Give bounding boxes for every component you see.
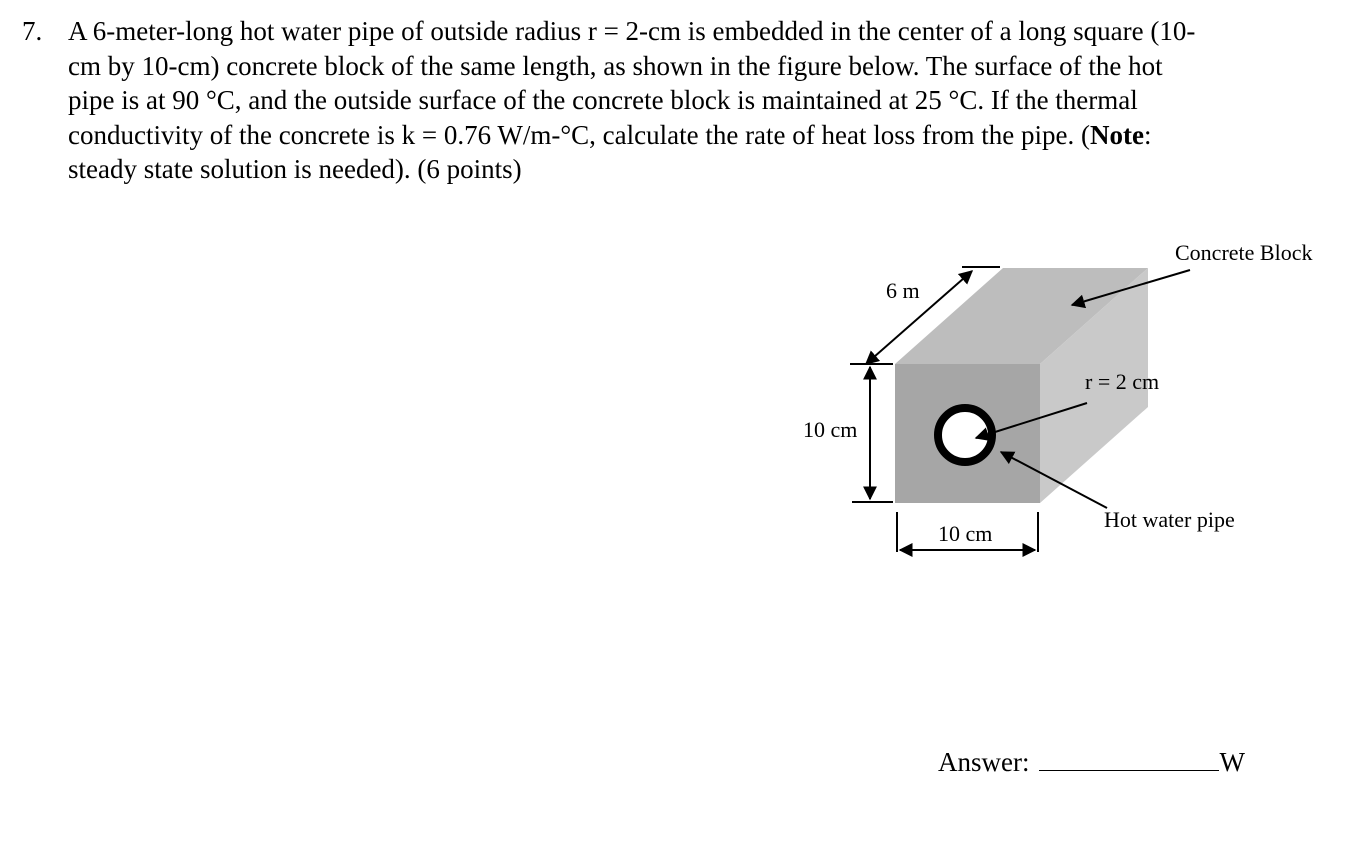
note-label: Note: [1089, 119, 1144, 150]
length-label: 6 m: [886, 278, 920, 303]
radius-label: r = 2 cm: [1085, 369, 1160, 394]
question-line-2: cm by 10-cm) concrete block of the same length, as shown in the figure below. The surface of the hot: [68, 50, 1163, 81]
pipe-label: Hot water pipe: [1104, 507, 1235, 532]
question-line-3: pipe is at 90 °C, and the outside surface of the concrete block is maintained at 25 °C. If the thermal: [68, 85, 1138, 115]
note-colon: :: [1143, 119, 1152, 150]
width-label: 10 cm: [938, 521, 993, 546]
question-line-1: A 6-meter-long hot water pipe of outside radius r = 2-cm is embedded in the center of a long square (10-: [68, 16, 1196, 46]
answer-label: Answer:: [938, 747, 1030, 777]
height-label: 10 cm: [803, 417, 858, 442]
width-dimension: [897, 512, 1038, 552]
height-dimension: [803, 367, 893, 502]
block-label: Concrete Block: [1175, 240, 1313, 265]
answer-blank[interactable]: [1039, 744, 1219, 771]
answer-unit: W: [1219, 747, 1245, 777]
question-number: 7.: [22, 16, 43, 46]
question-line-4-text: conductivity of the concrete is k = 0.76 W/m-°C, calculate the rate of heat loss from the pipe. (: [68, 119, 1090, 150]
answer-row: [938, 744, 1245, 778]
question-line-5: steady state solution is needed). (6 points): [68, 154, 522, 184]
